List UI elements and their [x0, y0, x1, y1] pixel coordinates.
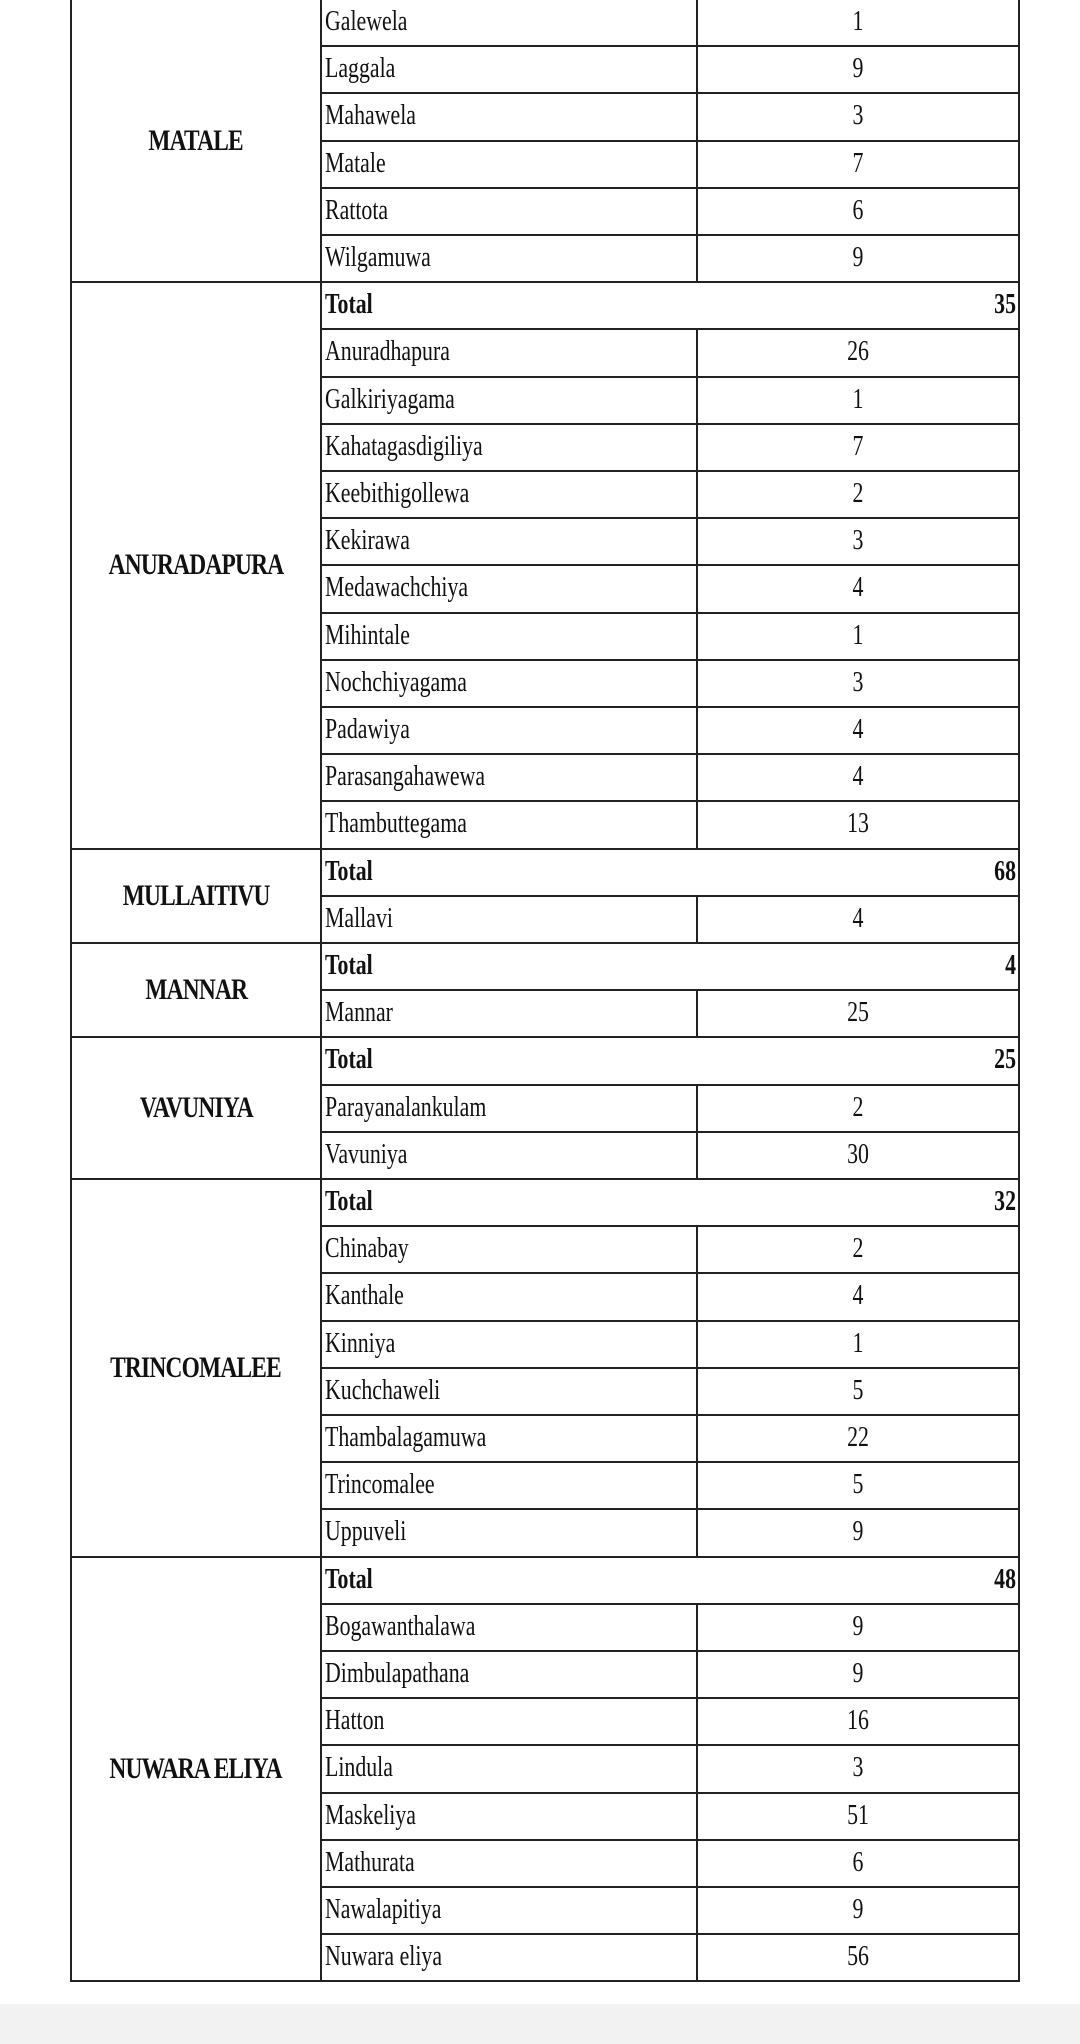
table-row	[320, 472, 1020, 519]
division-name	[322, 0, 698, 45]
division-value-text: 1	[852, 6, 864, 37]
division-name-text: Mahawela	[325, 100, 416, 132]
division-name-text: Matale	[325, 147, 386, 179]
total-value	[698, 1180, 1018, 1225]
division-name	[322, 1888, 698, 1933]
total-value-text: 32	[994, 1186, 1016, 1217]
division-value-text: 9	[852, 1658, 864, 1689]
division-name-text: Parasangahawewa	[325, 761, 486, 793]
table-row	[320, 1605, 1020, 1652]
total-label	[322, 850, 698, 895]
total-value-text: 48	[994, 1563, 1016, 1595]
division-name	[322, 236, 698, 281]
total-label-text: Total	[325, 1186, 373, 1217]
division-value	[698, 1935, 1018, 1980]
division-value-text: 51	[847, 1799, 869, 1831]
division-name-text: Wilgamuwa	[325, 242, 431, 273]
division-value	[698, 1794, 1018, 1839]
division-name	[322, 1133, 698, 1178]
division-value-text: 4	[852, 1280, 864, 1312]
division-value	[698, 142, 1018, 187]
table-row	[320, 1935, 1020, 1982]
total-label-text: Total	[325, 289, 373, 321]
division-name-text: Lindula	[325, 1752, 393, 1784]
division-name-text: Trincomalee	[325, 1469, 435, 1501]
total-value-text: 25	[994, 1044, 1016, 1076]
division-value	[698, 991, 1018, 1036]
table-row	[320, 1369, 1020, 1416]
division-value-text: 16	[847, 1705, 869, 1737]
division-name-text: Medawachchiya	[325, 572, 469, 604]
division-name-text: Galkiriyagama	[325, 383, 455, 415]
table-row	[320, 755, 1020, 802]
total-value-text: 4	[1005, 950, 1016, 981]
total-label-text: Total	[325, 1563, 373, 1595]
table-row	[320, 1463, 1020, 1510]
bottom-bar	[0, 2004, 1080, 2044]
division-value-text: 4	[852, 761, 864, 793]
division-name	[322, 1227, 698, 1272]
total-value	[698, 1038, 1018, 1083]
division-name	[322, 378, 698, 423]
total-value-text: 35	[994, 289, 1016, 321]
division-value	[698, 519, 1018, 564]
division-name	[322, 472, 698, 517]
division-value	[698, 1369, 1018, 1414]
division-name-text: Nochchiyagama	[325, 666, 467, 698]
division-value-text: 5	[852, 1374, 864, 1406]
table-row	[320, 1086, 1020, 1133]
district-cell	[70, 1180, 322, 1558]
division-name-text: Dimbulapathana	[325, 1658, 470, 1689]
division-name-text: Thambalagamuwa	[325, 1422, 487, 1453]
total-value	[698, 850, 1018, 895]
division-value-text: 6	[852, 1846, 864, 1878]
division-value	[698, 189, 1018, 234]
division-value	[698, 661, 1018, 706]
division-name-text: Mathurata	[325, 1846, 415, 1878]
division-name	[322, 566, 698, 611]
district-cell	[70, 1558, 322, 1983]
division-name	[322, 1746, 698, 1791]
division-name	[322, 708, 698, 753]
division-value-text: 4	[852, 572, 864, 604]
total-value-text: 68	[994, 855, 1016, 887]
division-name	[322, 1652, 698, 1697]
division-value-text: 9	[852, 53, 864, 85]
division-value-text: 6	[852, 194, 864, 226]
division-name	[322, 755, 698, 800]
division-value-text: 7	[852, 430, 864, 462]
division-name-text: Kuchchaweli	[325, 1374, 441, 1406]
district-name: ANURADAPURA	[108, 548, 284, 582]
total-row	[320, 850, 1020, 897]
division-value-text: 22	[847, 1422, 869, 1453]
district-cell	[70, 850, 322, 944]
division-value-text: 3	[852, 525, 864, 557]
division-value	[698, 425, 1018, 470]
division-name-text: Laggala	[325, 53, 396, 85]
division-value-text: 1	[852, 619, 864, 651]
district-name: MULLAITIVU	[122, 878, 270, 912]
table-row	[320, 236, 1020, 283]
division-value	[698, 566, 1018, 611]
table-row	[320, 1746, 1020, 1793]
total-label	[322, 944, 698, 989]
division-name-text: Kanthale	[325, 1280, 404, 1312]
division-value	[698, 47, 1018, 92]
division-value	[698, 897, 1018, 942]
total-label	[322, 1180, 698, 1225]
division-value-text: 9	[852, 1610, 864, 1642]
division-value	[698, 1841, 1018, 1886]
table-row	[320, 1416, 1020, 1463]
division-value-text: 9	[852, 1894, 864, 1925]
division-name	[322, 94, 698, 139]
division-value-text: 1	[852, 1327, 864, 1359]
district-cell	[70, 283, 322, 849]
division-value	[698, 1463, 1018, 1508]
division-value-text: 30	[847, 1138, 869, 1170]
division-value-text: 2	[852, 478, 864, 509]
total-value	[698, 1558, 1018, 1603]
total-row	[320, 1180, 1020, 1227]
total-row	[320, 1558, 1020, 1605]
total-row	[320, 283, 1020, 330]
division-name	[322, 519, 698, 564]
division-value	[698, 236, 1018, 281]
table-row	[320, 189, 1020, 236]
division-value-text: 9	[852, 242, 864, 273]
division-value	[698, 1746, 1018, 1791]
table-row	[320, 614, 1020, 661]
division-name-text: Anuradhapura	[325, 336, 450, 368]
division-value	[698, 1652, 1018, 1697]
division-value-text: 3	[852, 100, 864, 132]
division-value	[698, 1227, 1018, 1272]
division-value	[698, 94, 1018, 139]
table-row	[320, 566, 1020, 613]
table-row	[320, 47, 1020, 94]
table-row	[320, 1794, 1020, 1841]
division-name	[322, 614, 698, 659]
division-name	[322, 1274, 698, 1319]
division-name	[322, 1369, 698, 1414]
total-value	[698, 944, 1018, 989]
division-value-text: 3	[852, 666, 864, 698]
table-row	[320, 897, 1020, 944]
table-row	[320, 1274, 1020, 1321]
table-row	[320, 142, 1020, 189]
division-name	[322, 1699, 698, 1744]
total-label	[322, 283, 698, 328]
total-label	[322, 1558, 698, 1603]
table-row	[320, 378, 1020, 425]
division-name	[322, 1416, 698, 1461]
division-value-text: 26	[847, 336, 869, 368]
division-name-text: Nuwara eliya	[325, 1941, 443, 1973]
district-name: TRINCOMALEE	[110, 1350, 282, 1384]
table-row	[320, 0, 1020, 47]
division-value-text: 2	[852, 1233, 864, 1265]
division-name-text: Kekirawa	[325, 525, 410, 557]
total-label-text: Total	[325, 855, 373, 887]
division-name	[322, 1935, 698, 1980]
division-value	[698, 1605, 1018, 1650]
district-division-table	[70, 0, 1020, 1986]
division-name	[322, 1794, 698, 1839]
division-name-text: Mallavi	[325, 902, 393, 934]
table-row	[320, 708, 1020, 755]
district-cell	[70, 0, 322, 283]
division-value-text: 2	[852, 1091, 864, 1123]
division-name-text: Chinabay	[325, 1233, 409, 1265]
district-name: MANNAR	[145, 973, 247, 1007]
division-name-text: Vavuniya	[325, 1138, 408, 1170]
table-row	[320, 1699, 1020, 1746]
division-value-text: 56	[847, 1941, 869, 1973]
division-name-text: Uppuveli	[325, 1516, 407, 1548]
table-row	[320, 425, 1020, 472]
table-row	[320, 1888, 1020, 1935]
district-cell	[70, 944, 322, 1038]
division-value	[698, 330, 1018, 375]
district-name: NUWARA ELIYA	[109, 1751, 283, 1785]
division-name	[322, 802, 698, 847]
division-name-text: Kahatagasdigiliya	[325, 430, 483, 462]
division-value	[698, 755, 1018, 800]
division-name-text: Mihintale	[325, 619, 410, 651]
division-name-text: Galewela	[325, 6, 408, 37]
division-name	[322, 991, 698, 1036]
division-value	[698, 1133, 1018, 1178]
division-name	[322, 1605, 698, 1650]
division-name	[322, 661, 698, 706]
division-name-text: Hatton	[325, 1705, 385, 1737]
division-name	[322, 330, 698, 375]
table-row	[320, 1510, 1020, 1557]
division-value	[698, 1416, 1018, 1461]
division-value	[698, 708, 1018, 753]
total-row	[320, 1038, 1020, 1085]
division-value	[698, 378, 1018, 423]
division-value	[698, 1888, 1018, 1933]
division-value	[698, 1322, 1018, 1367]
table-row	[320, 661, 1020, 708]
total-label-text: Total	[325, 950, 373, 981]
division-value	[698, 1510, 1018, 1555]
division-name	[322, 1510, 698, 1555]
division-name-text: Parayanalankulam	[325, 1091, 487, 1123]
table-row	[320, 802, 1020, 849]
division-value-text: 1	[852, 383, 864, 415]
total-value	[698, 283, 1018, 328]
division-value-text: 4	[852, 714, 864, 745]
division-value-text: 4	[852, 902, 864, 934]
division-name-text: Rattota	[325, 194, 389, 226]
table-row	[320, 1322, 1020, 1369]
district-cell	[70, 1038, 322, 1180]
division-name-text: Keebithigollewa	[325, 478, 470, 509]
table-row	[320, 330, 1020, 377]
district-name: MATALE	[148, 123, 244, 157]
division-name	[322, 47, 698, 92]
table-row	[320, 1227, 1020, 1274]
division-name-text: Mannar	[325, 997, 393, 1029]
division-name	[322, 425, 698, 470]
division-name	[322, 1086, 698, 1131]
table-row	[320, 94, 1020, 141]
division-value	[698, 802, 1018, 847]
division-value-text: 9	[852, 1516, 864, 1548]
division-name-text: Nawalapitiya	[325, 1894, 442, 1925]
division-name	[322, 897, 698, 942]
division-value	[698, 614, 1018, 659]
division-value-text: 7	[852, 147, 864, 179]
division-name-text: Thambuttegama	[325, 808, 467, 840]
table-row	[320, 1652, 1020, 1699]
division-name	[322, 142, 698, 187]
division-value-text: 5	[852, 1469, 864, 1501]
table-row	[320, 1841, 1020, 1888]
division-name-text: Maskeliya	[325, 1799, 416, 1831]
division-value-text: 3	[852, 1752, 864, 1784]
division-name	[322, 1463, 698, 1508]
district-name: VAVUNIYA	[139, 1091, 253, 1125]
division-value	[698, 472, 1018, 517]
division-name	[322, 189, 698, 234]
division-name	[322, 1322, 698, 1367]
division-value	[698, 1274, 1018, 1319]
total-label	[322, 1038, 698, 1083]
table-row	[320, 519, 1020, 566]
total-row	[320, 944, 1020, 991]
division-name-text: Kinniya	[325, 1327, 396, 1359]
division-name-text: Bogawanthalawa	[325, 1610, 476, 1642]
division-value-text: 13	[847, 808, 869, 840]
table-row	[320, 991, 1020, 1038]
total-label-text: Total	[325, 1044, 373, 1076]
division-name	[322, 1841, 698, 1886]
division-value	[698, 1699, 1018, 1744]
division-name-text: Padawiya	[325, 714, 410, 745]
division-value	[698, 0, 1018, 45]
division-value-text: 25	[847, 997, 869, 1029]
table-row	[320, 1133, 1020, 1180]
division-value	[698, 1086, 1018, 1131]
